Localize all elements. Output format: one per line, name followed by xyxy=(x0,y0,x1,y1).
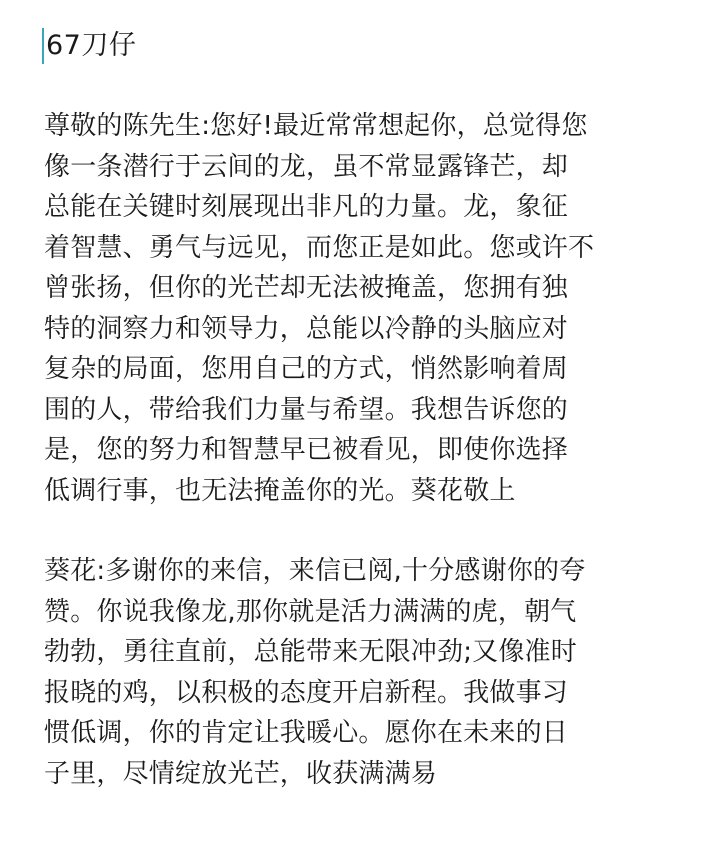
note-body[interactable] xyxy=(44,106,704,794)
text-line: 子里，尽情绽放光芒，收获满满易 xyxy=(44,758,438,789)
text-line: 围的人，带给我们力量与希望。我想告诉您的 xyxy=(44,394,569,425)
text-line: 低调行事，也无法掩盖你的光。葵花敬上 xyxy=(44,475,516,506)
text-line: 葵花:多谢你的来信，来信已阅,十分感谢你的夸 xyxy=(44,556,586,586)
text-line: 像一条潜行于云间的龙，虽不常显露锋芒，却 xyxy=(44,151,569,182)
text-line: 着智慧、勇气与远见，而您正是如此。您或许不 xyxy=(44,232,595,263)
text-cursor xyxy=(42,28,44,64)
note-title-row[interactable] xyxy=(42,26,136,66)
paragraph-gap xyxy=(44,511,704,551)
reply-paragraph xyxy=(44,551,704,794)
text-line: 尊敬的陈先生:您好!最近常常想起你，总觉得您 xyxy=(44,111,588,141)
text-line: 特的洞察力和领导力，总能以冷静的头脑应对 xyxy=(44,313,569,344)
text-line: 是，您的努力和智慧早已被看见，即使你选择 xyxy=(44,435,569,465)
text-line: 惯低调，你的肯定让我暖心。愿你在未来的日 xyxy=(44,718,569,748)
text-line: 曾张扬，但你的光芒却无法被掩盖，您拥有独 xyxy=(44,273,569,303)
note-title[interactable]: 67刀仔 xyxy=(46,30,137,61)
text-line: 报晓的鸡，以积极的态度开启新程。我做事习 xyxy=(44,677,569,708)
text-line: 复杂的局面，您用自己的方式，悄然影响着周 xyxy=(44,354,569,384)
text-line: 总能在关键时刻展现出非凡的力量。龙，象征 xyxy=(44,192,569,222)
text-line: 勃勃，勇往直前，总能带来无限冲劲;又像准时 xyxy=(44,637,577,667)
text-line: 赞。你说我像龙,那你就是活力满满的虎，朝气 xyxy=(44,596,577,627)
letter-paragraph xyxy=(44,106,704,511)
